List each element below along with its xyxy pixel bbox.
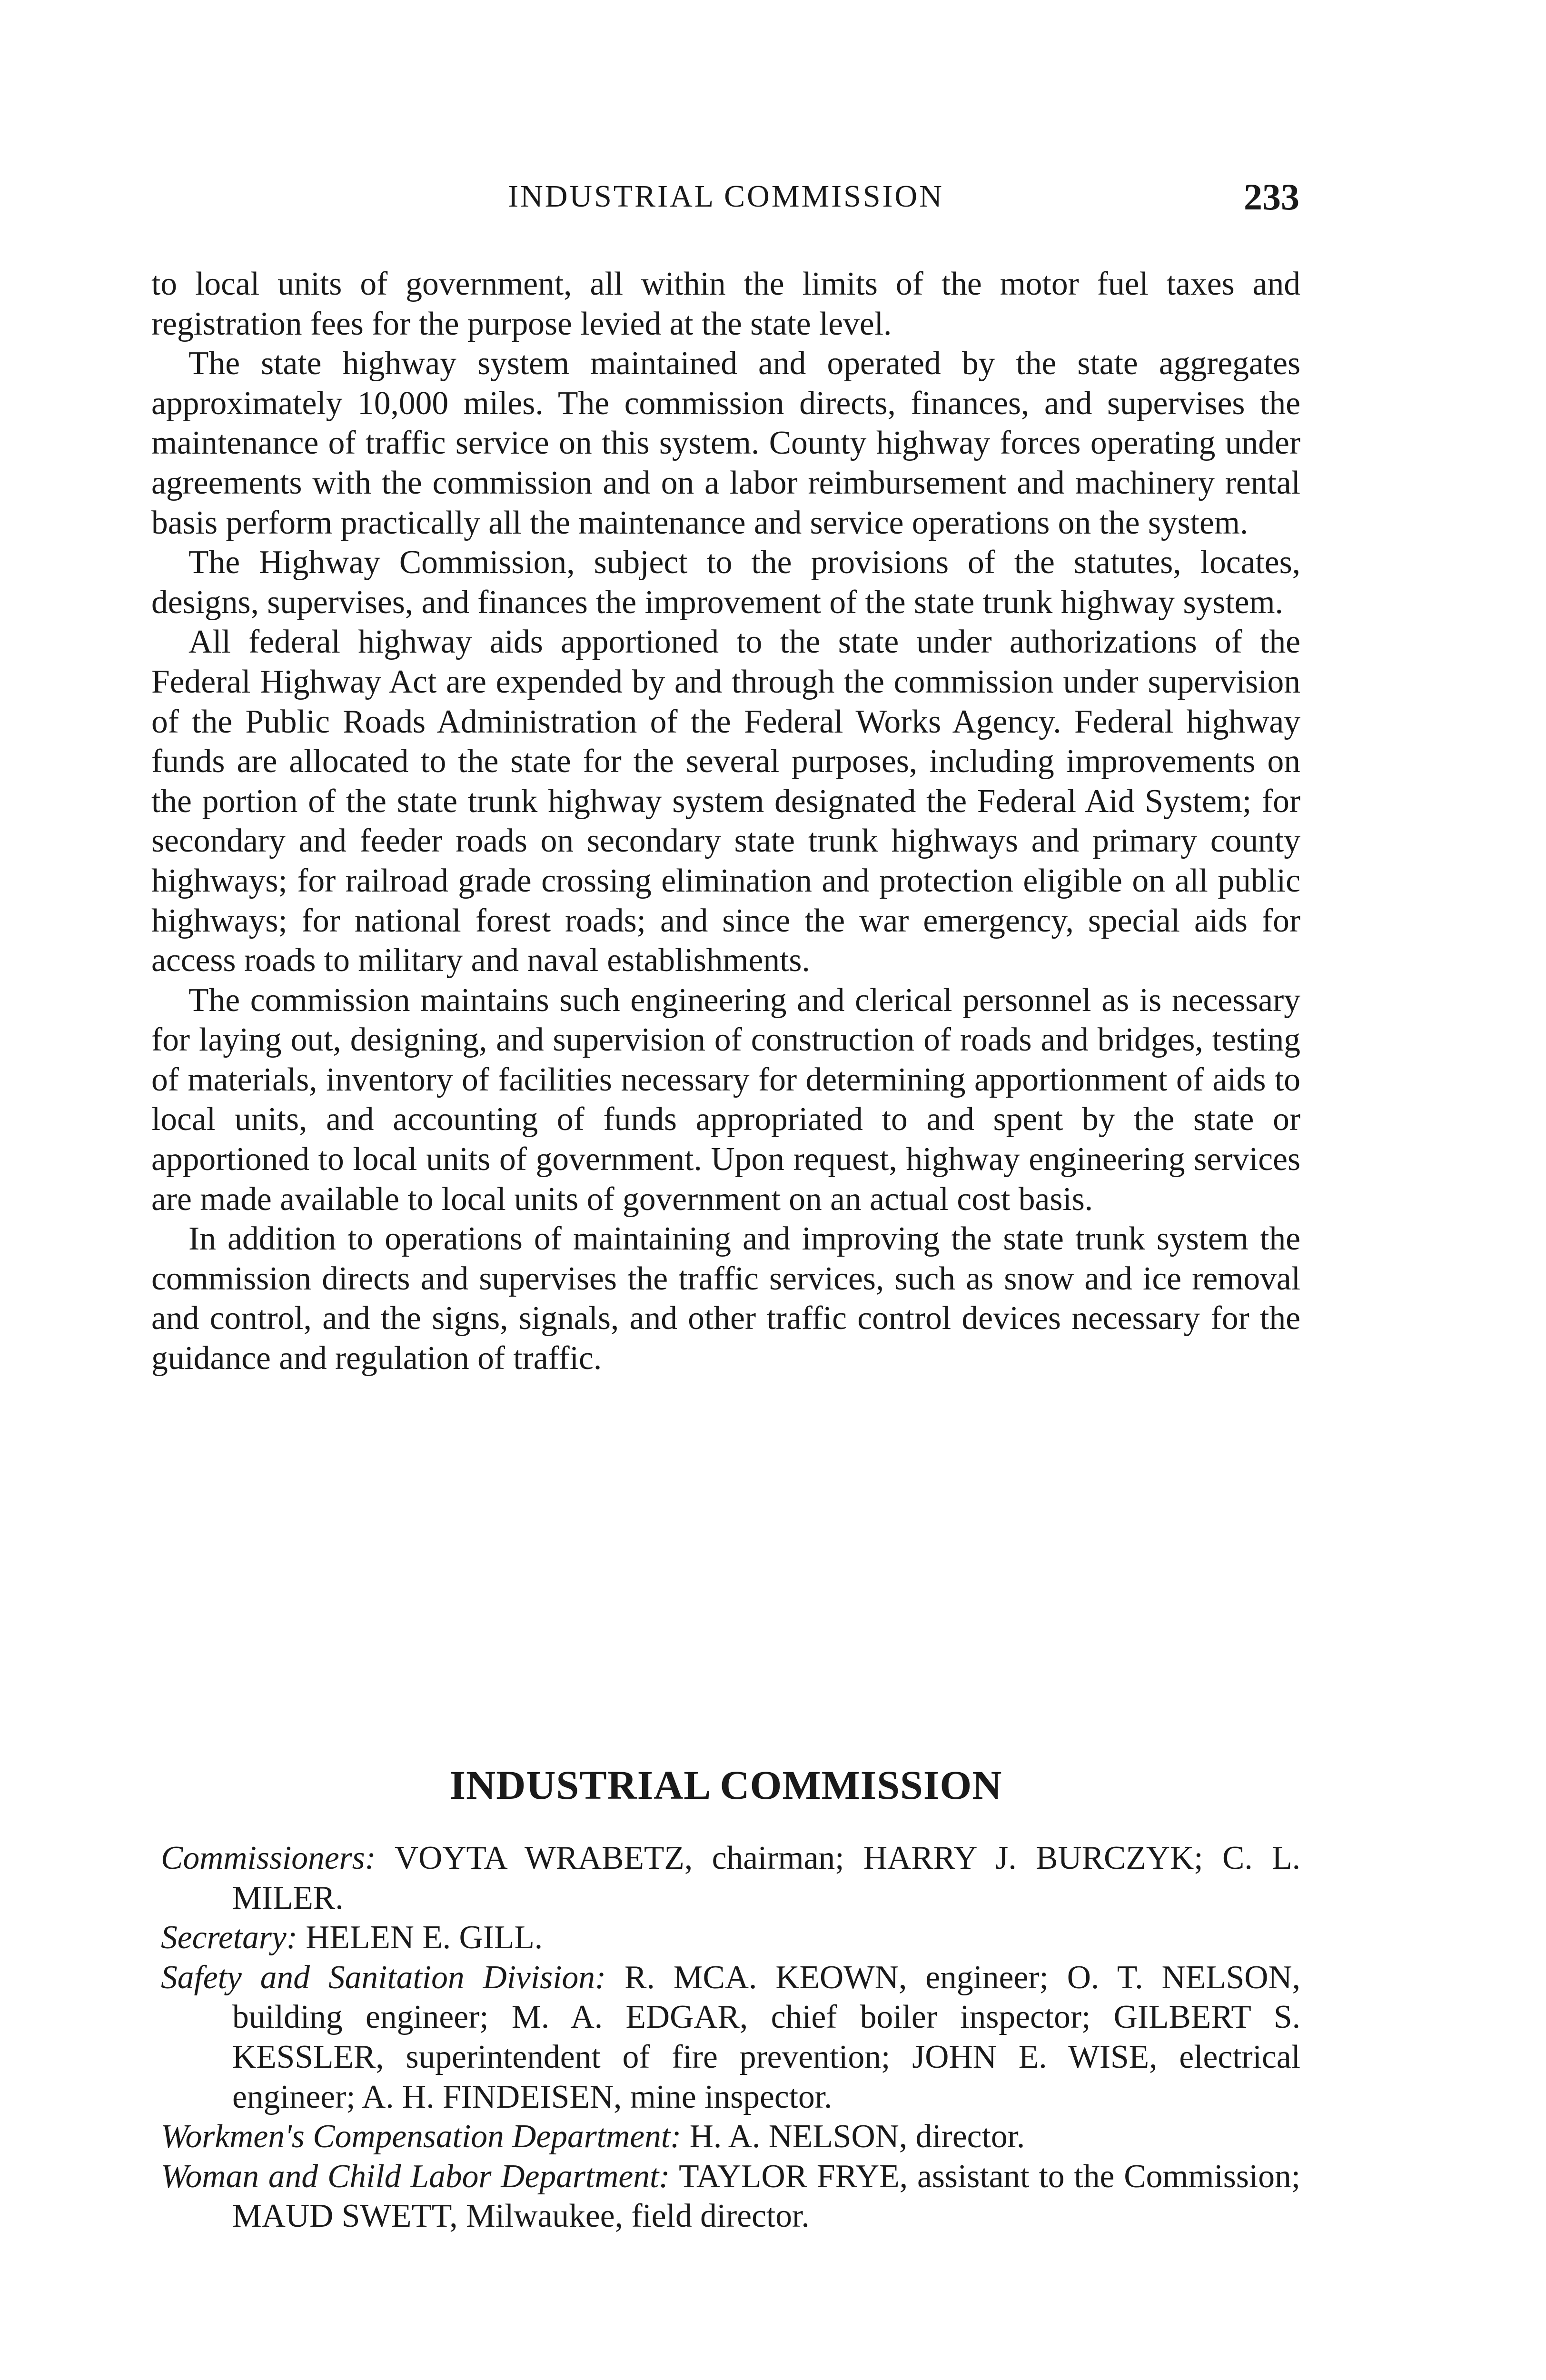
body-text xyxy=(151,264,1300,1378)
roster-entry-commissioners xyxy=(161,1838,1300,1918)
entry-label: Secretary: xyxy=(161,1919,297,1956)
entry-text: HELEN E. GILL. xyxy=(306,1919,543,1956)
entry-text: TAYLOR FRYE, assistant to the Commission; MAUD SWETT, Milwaukee, field director. xyxy=(232,2158,1301,2235)
entry-label: Safety and Sanitation Division: xyxy=(161,1959,606,1996)
entry-label: Workmen's Compensation Department: xyxy=(161,2118,682,2155)
roster-entry-woman-child-labor xyxy=(161,2157,1300,2236)
roster-entry-safety-sanitation xyxy=(161,1958,1300,2117)
paragraph-state-highway-system: The state highway system maintained and operated by the state aggregates approximately 10,000 miles. The commission directs, finances, and supervises the maintenance of traffic service on this system. County highway forces operating under agreements with the commission and on a labor reimbursement and machinery rental basis perform practically all the maintenance and service operations on the system. xyxy=(151,345,1300,541)
entry-text: VOYTA WRABETZ, chairman; HARRY J. BURCZYK; C. L. MILER. xyxy=(232,1840,1300,1916)
section-heading: INDUSTRIAL COMMISSION xyxy=(449,1762,1002,1808)
entry-label: Commissioners: xyxy=(161,1840,376,1876)
running-title: INDUSTRIAL COMMISSION xyxy=(508,179,944,214)
running-header xyxy=(152,178,1299,226)
entry-text: R. MCA. KEOWN, engineer; O. T. NELSON, building engineer; M. A. EDGAR, chief boiler inspector; GILBERT S. KESSLER, superintendent of fire prevention; JOHN E. WISE, electrical engineer; A. H. FINDEISEN, mine inspector. xyxy=(232,1959,1300,2115)
personnel-roster xyxy=(161,1838,1300,2236)
paragraph-traffic-services: In addition to operations of maintaining and improving the state trunk system the commission directs and supervises the traffic services, such as snow and ice removal and control, and the signs, signals, and other traffic control devices necessary for the guidance and regulation of traffic. xyxy=(151,1220,1300,1377)
paragraph-highway-commission: The Highway Commission, subject to the provisions of the statutes, locates, designs, supervises, and finances the improvement of the state trunk highway system. xyxy=(151,544,1300,621)
entry-text: H. A. NELSON, director. xyxy=(689,2118,1025,2155)
paragraph-engineering-personnel: The commission maintains such engineering and clerical personnel as is necessary for laying out, designing, and supervision of construction of roads and bridges, testing of materials, inventory of facilities necessary for determining apportionment of aids to local units, and accounting of funds appropriated to and spent by the state or apportioned to local units of government. Upon request, highway engineering services are made available to local units of government on an actual cost basis. xyxy=(151,982,1300,1218)
paragraph-federal-aids: All federal highway aids apportioned to the state under authorizations of the Federal Highway Act are expended by and through the commission under supervision of the Public Roads Administration of the Federal Works Agency. Federal highway funds are allocated to the state for the several purposes, including improvements on the portion of the state trunk highway system designated the Federal Aid System; for secondary and feeder roads on secondary state trunk highways and primary county highways; for railroad grade crossing elimination and protection eligible on all public highways; for national forest roads; and since the war emergency, special aids for access roads to military and naval establishments. xyxy=(151,624,1300,979)
paragraph-continuation: to local units of government, all within the limits of the motor fuel taxes and registration fees for the purpose levied at the state level. xyxy=(151,266,1300,342)
entry-label: Woman and Child Labor Department: xyxy=(161,2158,670,2195)
roster-entry-secretary xyxy=(161,1918,1300,1958)
page-number: 233 xyxy=(1244,176,1299,218)
roster-entry-workmens-compensation xyxy=(161,2117,1300,2157)
